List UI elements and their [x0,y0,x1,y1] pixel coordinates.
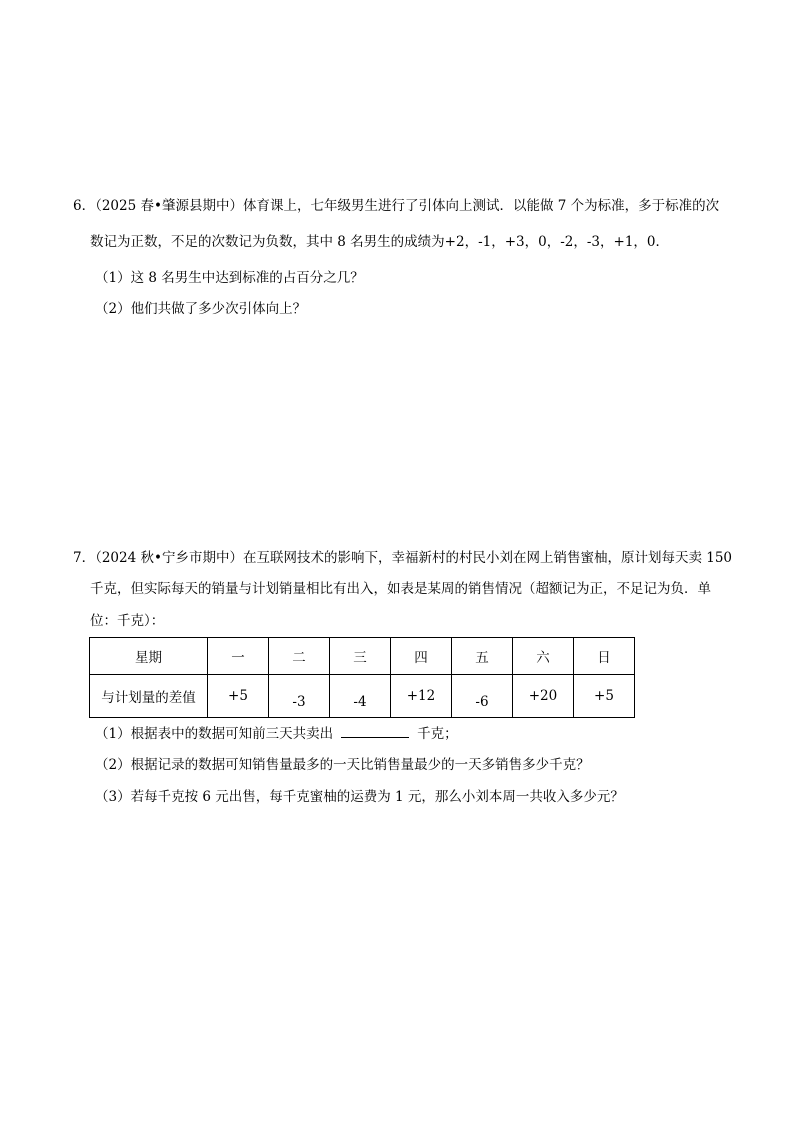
question-7-stem-line2: 千克，但实际每天的销量与计划销量相比有出入，如表是某周的销售情况（超额记为正，不足记为负．单 [90,581,711,597]
question-7-part-1 [95,724,458,743]
sales-table [89,637,635,718]
table-cell-day: 一 [208,638,269,675]
table-row-weekday [90,638,635,675]
table-row-difference [90,675,635,718]
table-header-difference: 与计划量的差值 [90,675,208,718]
table-cell-diff [452,675,513,718]
diff-value: +5 [228,688,248,704]
question-7-stem-line3: 位：千克）： [90,613,165,629]
diff-value: +20 [528,688,558,704]
table-cell-day: 四 [391,638,452,675]
table-cell-diff [208,675,269,718]
table-cell-diff [574,675,635,718]
question-6-part-1: （1）这 8 名男生中达到标准的占百分之几？ [95,270,364,286]
table-cell-day: 六 [513,638,574,675]
table-cell-diff [513,675,574,718]
table-cell-day: 三 [330,638,391,675]
table-cell-day: 二 [269,638,330,675]
table-cell-day: 五 [452,638,513,675]
diff-value: +5 [594,688,614,704]
question-7-stem-line1: 7．（2024 秋•宁乡市期中）在互联网技术的影响下，幸福新村的村民小刘在网上销售蜜柚，原计划每天卖 150 [73,550,733,566]
diff-value: -3 [292,694,306,710]
question-6-stem-line1: 6．（2025 春•肇源县期中）体育课上，七年级男生进行了引体向上测试．以能做 7 个为标准，多于标准的次 [73,198,720,214]
diff-value: +12 [406,688,436,704]
part-1-text-before: （1）根据表中的数据可知前三天共卖出 [95,726,334,742]
table-cell-diff [391,675,452,718]
answer-blank[interactable] [341,724,409,738]
part-1-text-after: 千克； [417,726,458,742]
diff-value: -6 [475,694,489,710]
question-6-stem-line2: 数记为正数，不足的次数记为负数，其中 8 名男生的成绩为+2，-1，+3，0，-2，-3，+1，0． [90,234,670,250]
table-cell-day: 日 [574,638,635,675]
diff-value: -4 [353,694,367,710]
table-cell-diff [330,675,391,718]
question-6-part-2: （2）他们共做了多少次引体向上？ [95,301,307,317]
table-cell-diff [269,675,330,718]
question-7-part-2: （2）根据记录的数据可知销售量最多的一天比销售量最少的一天多销售多少千克？ [95,757,590,773]
question-7-part-3: （3）若每千克按 6 元出售，每千克蜜柚的运费为 1 元，那么小刘本周一共收入多少元？ [95,789,624,805]
table-header-weekday: 星期 [90,638,208,675]
